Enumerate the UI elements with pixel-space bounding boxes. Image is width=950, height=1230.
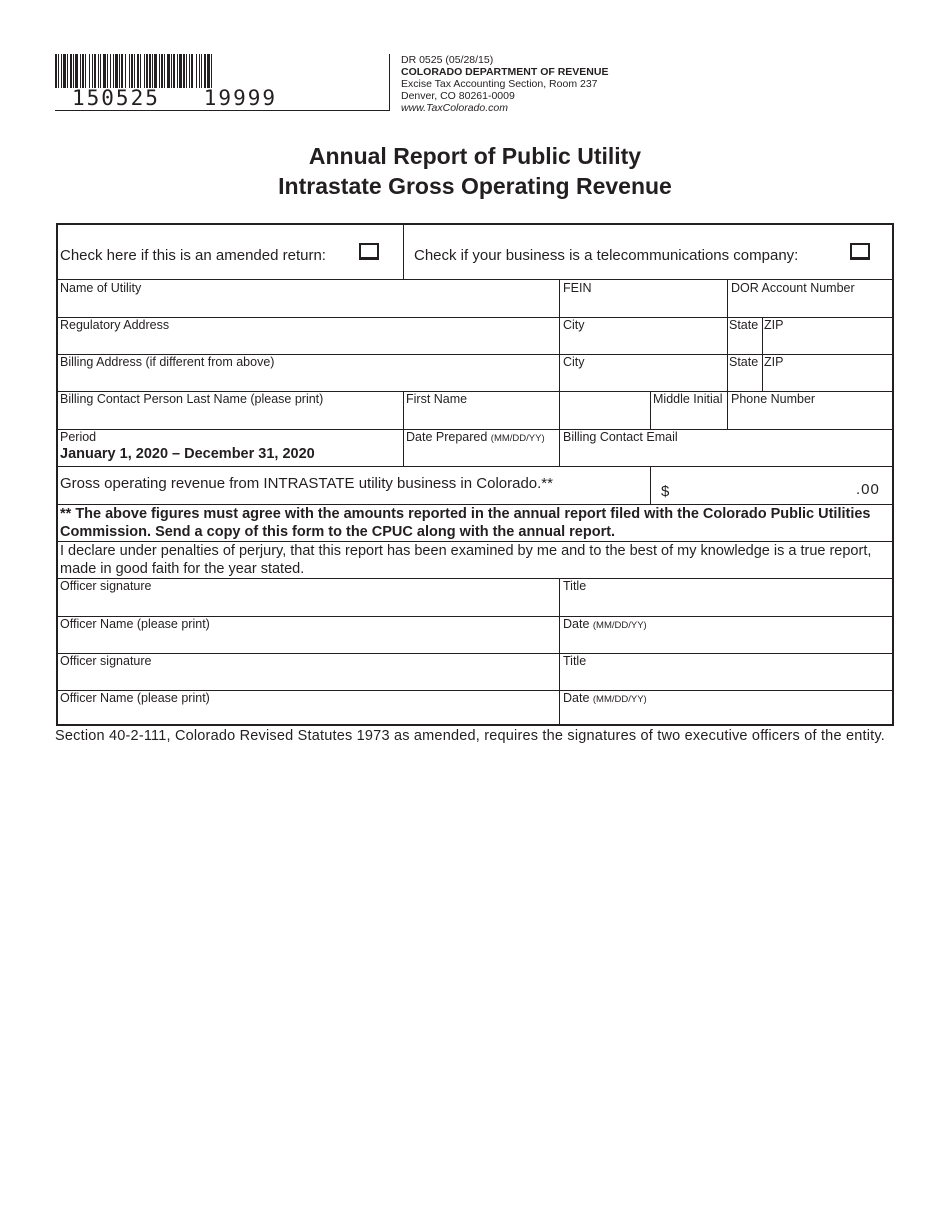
row-divider [58,653,892,654]
barcode-bar [85,54,86,88]
barcode-bar [154,54,157,88]
agency-website: www.TaxColorado.com [401,102,508,114]
col-divider [403,225,404,279]
barcode-bar [171,54,172,88]
barcode-bar [173,54,175,88]
officer-date-label-1: Date [563,617,590,631]
barcode-bar [129,54,130,88]
barcode-bar [179,54,182,88]
telecom-checkbox[interactable] [850,243,870,260]
barcode-bar [186,54,187,88]
barcode-bar [67,54,68,88]
row-divider [58,279,892,280]
barcode-bar [146,54,148,88]
billing-email-field[interactable]: Billing Contact Email [563,430,678,444]
officer-title-2[interactable]: Title [563,654,587,668]
barcode-bar [98,54,99,88]
billing-address-field[interactable]: Billing Address (if different from above) [60,355,275,369]
report-form [56,223,894,726]
statute-footnote: Section 40-2-111, Colorado Revised Statutes 1973 as amended, requires the signatures of two executive officers of the entity. [55,728,885,744]
officer-date-label-2: Date [563,691,590,705]
barcode-bar [73,54,74,88]
state-field[interactable]: State [729,318,759,332]
date-prepared-label: Date Prepared [406,430,488,444]
billing-zip-field[interactable]: ZIP [764,355,784,369]
barcode-bar [121,54,123,88]
period-value: January 1, 2020 – December 31, 2020 [60,446,315,462]
barcode-bar [92,54,93,88]
officer-name-2[interactable]: Officer Name (please print) [60,691,210,705]
page-title-line1: Annual Report of Public Utility [308,143,642,169]
officer-date-format-2: (MM/DD/YY) [592,694,647,705]
barcode-bar [204,54,206,88]
barcode-bar [207,54,210,88]
barcode-bar [70,54,72,88]
middle-initial-field[interactable]: Middle Initial [653,392,723,406]
barcode-bar [107,54,108,88]
revenue-cents: .00 [856,481,880,498]
fein-field[interactable]: FEIN [563,281,592,295]
officer-date-2[interactable] [563,691,647,705]
agency-city: Denver, CO 80261-0009 [401,90,515,102]
officer-title-1[interactable]: Title [563,579,587,593]
barcode-bar [149,54,151,88]
barcode-bar [131,54,133,88]
date-prepared-field[interactable] [406,430,545,444]
header-divider [389,54,390,110]
barcode-bar [103,54,106,88]
barcode-bar [75,54,78,88]
perjury-declaration: I declare under penalties of perjury, that this report has been examined by me and to the best of my knowledge is a true report, made in good faith for the year stated. [60,543,872,577]
billing-state-field[interactable]: State [729,355,759,369]
telecom-label: Check if your business is a telecommunications company: [414,247,799,264]
date-prepared-format: (MM/DD/YY) [490,433,545,444]
col-divider [559,578,560,726]
barcode-bar [189,54,190,88]
barcode-bar [80,54,81,88]
officer-date-format-1: (MM/DD/YY) [592,620,647,631]
officer-signature-2[interactable]: Officer signature [60,654,152,668]
barcode-bar [89,54,90,88]
billing-city-field[interactable]: City [563,355,585,369]
barcode-bar [152,54,153,88]
barcode [55,54,310,88]
col-divider [403,391,404,466]
barcode-number: 150525 19999 [72,86,278,110]
barcode-bar [119,54,120,88]
col-divider [727,279,728,391]
col-divider [650,391,651,429]
barcode-bar [167,54,170,88]
barcode-bar [113,54,114,88]
barcode-bar [164,54,165,88]
barcode-bar [100,54,101,88]
name-of-utility-field[interactable]: Name of Utility [60,281,142,295]
revenue-currency: $ [661,483,670,500]
barcode-bar [177,54,178,88]
barcode-bar [159,54,160,88]
barcode-bar [58,54,59,88]
revenue-amount-input[interactable] [674,467,884,503]
agency-section: Excise Tax Accounting Section, Room 237 [401,78,598,90]
barcode-bars [55,54,310,88]
barcode-bar [137,54,139,88]
row-divider [58,578,892,579]
barcode-bar [82,54,84,88]
col-divider [762,317,763,391]
barcode-bar [125,54,126,88]
amended-checkbox[interactable] [359,243,379,260]
city-field[interactable]: City [563,318,585,332]
barcode-bar [191,54,193,88]
barcode-bar [94,54,96,88]
barcode-bar [144,54,145,88]
period-label: Period [60,430,97,444]
page-title-line2: Intrastate Gross Operating Revenue [278,173,672,199]
header-underline [55,110,390,111]
officer-signature-1[interactable]: Officer signature [60,579,152,593]
barcode-bar [110,54,111,88]
barcode-bar [199,54,200,88]
cpuc-notice: ** The above figures must agree with the amounts reported in the annual report filed with the Colorado Public Utilities Commission. Send a copy of this form to the CPUC along with the annual report. [60,506,871,540]
phone-number-field[interactable]: Phone Number [731,392,816,406]
barcode-bar [115,54,118,88]
barcode-bar [161,54,163,88]
barcode-bar [201,54,202,88]
col-divider [650,466,651,504]
barcode-bar [55,54,57,88]
barcode-bar [211,54,212,88]
form-id: DR 0525 (05/28/15) [401,54,494,66]
agency-block [401,54,608,114]
regulatory-address-field[interactable]: Regulatory Address [60,318,170,332]
barcode-bar [183,54,185,88]
col-divider [559,279,560,466]
revenue-label: Gross operating revenue from INTRASTATE utility business in Colorado.** [60,475,553,492]
officer-date-1[interactable] [563,617,647,631]
dor-account-field[interactable]: DOR Account Number [731,281,855,295]
zip-field[interactable]: ZIP [764,318,784,332]
first-name-field[interactable]: First Name [406,392,468,406]
officer-name-1[interactable]: Officer Name (please print) [60,617,210,631]
barcode-bar [140,54,141,88]
barcode-bar [63,54,66,88]
department-name: COLORADO DEPARTMENT OF REVENUE [401,66,609,78]
barcode-bar [61,54,62,88]
barcode-bar [196,54,197,88]
amended-label: Check here if this is an amended return: [60,247,326,264]
billing-contact-last-name-field[interactable]: Billing Contact Person Last Name (please print) [60,392,324,406]
col-divider [727,391,728,429]
barcode-bar [134,54,135,88]
